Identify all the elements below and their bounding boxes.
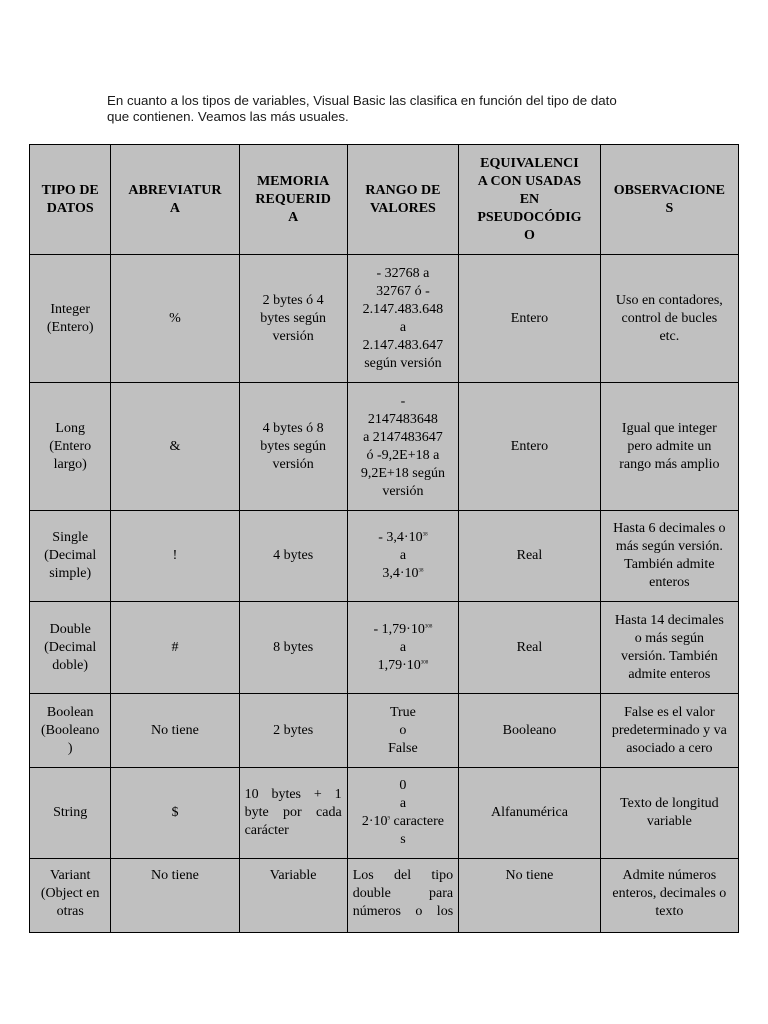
- cell-equivalencia: Entero: [459, 383, 601, 511]
- cell-tipo: Variant (Object en otras: [30, 859, 111, 933]
- intro-paragraph: [107, 93, 677, 125]
- cell-equivalencia: Alfanumérica: [459, 768, 601, 859]
- cell-rango: 0 a $2\cdot 10^9$ caractere s: [347, 768, 458, 859]
- cell-rango: - $1,79\cdot 10^{308}$ a $1,79\cdot 10^{308}$: [347, 602, 458, 694]
- cell-rango: - $3,4\cdot 10^{38}$ a $3,4\cdot 10^{38}$: [347, 511, 458, 602]
- cell-rango: - 32768 a 32767 ó - 2.147.483.648 a 2.147.483.647 según versión: [347, 255, 458, 383]
- cell-equivalencia: Entero: [459, 255, 601, 383]
- header-rango: RANGO DE VALORES: [347, 145, 458, 255]
- table-row: [30, 255, 739, 383]
- header-equivalencia: EQUIVALENCI A CON USADAS EN PSEUDOCÓDIG O: [459, 145, 601, 255]
- cell-memoria: 4 bytes: [239, 511, 347, 602]
- header-memoria: MEMORIA REQUERID A: [239, 145, 347, 255]
- cell-memoria: 8 bytes: [239, 602, 347, 694]
- cell-observaciones: False es el valor predeterminado y va asociado a cero: [600, 694, 738, 768]
- cell-observaciones: Admite números enteros, decimales o texto: [600, 859, 738, 933]
- cell-abreviatura: %: [111, 255, 239, 383]
- cell-equivalencia: Real: [459, 602, 601, 694]
- cell-observaciones: Hasta 14 decimales o más según versión. También admite enteros: [600, 602, 738, 694]
- cell-observaciones: Uso en contadores, control de bucles etc.: [600, 255, 738, 383]
- header-row: [30, 145, 739, 255]
- cell-memoria: Variable: [239, 859, 347, 933]
- cell-rango: - 2147483648 a 2147483647 ó -9,2E+18 a 9,2E+18 según versión: [347, 383, 458, 511]
- cell-memoria: 2 bytes: [239, 694, 347, 768]
- table-row: [30, 694, 739, 768]
- cell-tipo: Double (Decimal doble): [30, 602, 111, 694]
- cell-tipo: Long (Entero largo): [30, 383, 111, 511]
- intro-line: En cuanto a los tipos de variables, Visual Basic las clasifica en función del tipo de dato: [107, 93, 617, 108]
- cell-observaciones: Igual que integer pero admite un rango más amplio: [600, 383, 738, 511]
- cell-abreviatura: #: [111, 602, 239, 694]
- table-row: [30, 768, 739, 859]
- table-row: [30, 383, 739, 511]
- table-row: [30, 602, 739, 694]
- cell-abreviatura: No tiene: [111, 859, 239, 933]
- cell-abreviatura: &: [111, 383, 239, 511]
- cell-equivalencia: Booleano: [459, 694, 601, 768]
- cell-tipo: String: [30, 768, 111, 859]
- cell-tipo: Boolean (Booleano ): [30, 694, 111, 768]
- cell-equivalencia: No tiene: [459, 859, 601, 933]
- header-observaciones: OBSERVACIONE S: [600, 145, 738, 255]
- cell-rango: True o False: [347, 694, 458, 768]
- cell-abreviatura: No tiene: [111, 694, 239, 768]
- cell-observaciones: Hasta 6 decimales o más según versión. También admite enteros: [600, 511, 738, 602]
- cell-memoria: 2 bytes ó 4 bytes según versión: [239, 255, 347, 383]
- data-types-table: [29, 144, 739, 933]
- cell-memoria: 10 bytes + 1 byte por cada carácter: [239, 768, 347, 859]
- cell-abreviatura: $: [111, 768, 239, 859]
- intro-line: que contienen. Veamos las más usuales.: [107, 109, 349, 124]
- cell-observaciones: Texto de longitud variable: [600, 768, 738, 859]
- cell-equivalencia: Real: [459, 511, 601, 602]
- cell-memoria: 4 bytes ó 8 bytes según versión: [239, 383, 347, 511]
- cell-tipo: Single (Decimal simple): [30, 511, 111, 602]
- header-tipo: TIPO DE DATOS: [30, 145, 111, 255]
- cell-abreviatura: !: [111, 511, 239, 602]
- cell-tipo: Integer (Entero): [30, 255, 111, 383]
- cell-rango: Los del tipo double para números o los: [347, 859, 458, 933]
- header-abreviatura: ABREVIATUR A: [111, 145, 239, 255]
- table-row: [30, 859, 739, 933]
- table-row: [30, 511, 739, 602]
